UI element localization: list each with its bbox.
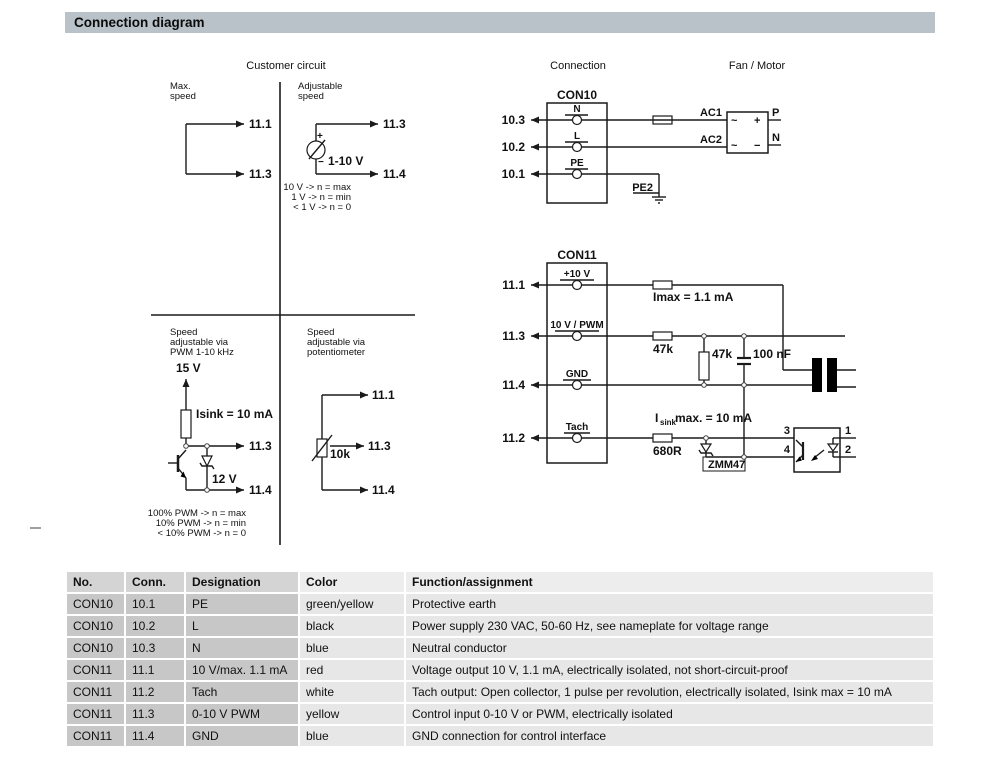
cell-conn: 10.2 <box>126 616 184 636</box>
tilde-bottom: ~ <box>731 140 738 152</box>
customer-circuit-section <box>148 60 415 545</box>
pin-label: 10.2 <box>501 140 525 154</box>
plus-sign: + <box>754 115 761 127</box>
transistor-collector <box>178 450 186 459</box>
cell-color: red <box>300 660 404 680</box>
isink-label-sub: sink <box>660 418 677 427</box>
cell-no: CON11 <box>67 726 124 746</box>
header-color: Color <box>300 572 404 592</box>
junction-dot <box>205 488 210 493</box>
cell-no: CON11 <box>67 704 124 724</box>
pin-label: 11.3 <box>249 167 272 181</box>
table-row <box>67 682 933 702</box>
cell-function: Neutral conductor <box>406 638 933 658</box>
cell-conn: 11.4 <box>126 726 184 746</box>
opto-pin4-label: 4 <box>783 444 790 456</box>
pwm-label-1: Speed <box>170 327 198 338</box>
cell-color: blue <box>300 638 404 658</box>
cell-color: white <box>300 682 404 702</box>
junction-dot <box>184 444 189 449</box>
cell-function: Control input 0-10 V or PWM, electrically isolated <box>406 704 933 724</box>
zener-part-label: ZMM47 <box>708 459 746 471</box>
cell-conn: 11.2 <box>126 682 184 702</box>
junction-dot <box>702 334 707 339</box>
terminal-circle <box>573 116 582 125</box>
minus-sign: − <box>318 157 324 168</box>
connection-heading: Connection <box>550 60 606 72</box>
potentiometer-circuit <box>307 327 395 497</box>
terminal-circle <box>573 434 582 443</box>
fan-motor-heading: Fan / Motor <box>728 60 786 72</box>
pin-label: 11.4 <box>383 167 406 181</box>
cell-designation: N <box>186 638 298 658</box>
pin-label: 11.3 <box>383 117 406 131</box>
cell-conn: 10.3 <box>126 638 184 658</box>
isink-label-i: I <box>655 411 659 425</box>
terminal-circle <box>573 381 582 390</box>
header-function: Function/assignment <box>406 572 933 592</box>
pin-label: 11.4 <box>372 483 395 497</box>
shunt-resistor-label: 47k <box>712 347 733 361</box>
resistor-symbol <box>181 410 191 438</box>
terminal-circle <box>573 143 582 152</box>
max-speed-label-1: Max. <box>170 81 191 92</box>
terminal-name: Tach <box>565 422 589 433</box>
table-row <box>67 660 933 680</box>
connection-section <box>502 60 856 472</box>
cell-color: black <box>300 616 404 636</box>
fan-motor-block <box>727 60 785 153</box>
resistor-symbol <box>699 352 709 380</box>
adjustable-speed-circuit <box>283 81 406 213</box>
cell-designation: L <box>186 616 298 636</box>
cell-no: CON11 <box>67 660 124 680</box>
cell-function: Power supply 230 VAC, 50-60 Hz, see nameplate for voltage range <box>406 616 933 636</box>
pwm-circuit <box>148 327 274 539</box>
cell-function: Voltage output 10 V, 1.1 mA, electrically isolated, not short-circuit-proof <box>406 660 933 680</box>
cell-designation: Tach <box>186 682 298 702</box>
opto-pin3-label: 3 <box>783 425 790 437</box>
zener-voltage-label: 12 V <box>212 472 237 486</box>
cell-designation: GND <box>186 726 298 746</box>
terminal-name: N <box>573 104 581 115</box>
cell-color: green/yellow <box>300 594 404 614</box>
resistor-symbol <box>653 434 672 442</box>
opto-pin2-label: 2 <box>845 444 852 456</box>
tach-resistor-label: 680R <box>653 444 682 458</box>
pin-label: 11.3 <box>502 329 525 343</box>
terminal-name: L <box>573 131 581 142</box>
opto-pin1-label: 1 <box>845 425 852 437</box>
note-line: < 10% PWM -> n = 0 <box>157 528 246 539</box>
cell-color: yellow <box>300 704 404 724</box>
zener-diode-symbol <box>701 444 711 452</box>
potentiometer-value-label: 10k <box>330 447 351 461</box>
junction-dot <box>742 383 747 388</box>
resistor-symbol <box>653 332 672 340</box>
junction-dot <box>702 383 707 388</box>
junction-dot <box>742 334 747 339</box>
junction-dot <box>205 444 210 449</box>
pot-label-3: potentiometer <box>307 347 366 358</box>
plus-sign: + <box>317 131 323 142</box>
header-conn: Conn. <box>126 572 184 592</box>
con10-name: CON10 <box>556 88 598 102</box>
pin-p-label: P <box>772 107 780 119</box>
con11-block <box>502 248 856 472</box>
terminal-name: 10 V / PWM <box>550 320 604 331</box>
max-speed-circuit <box>170 81 272 181</box>
pin-label: 10.3 <box>501 113 525 127</box>
note-line: 1 V -> n = min <box>291 192 351 203</box>
pin-label: 11.1 <box>249 117 272 131</box>
customer-circuit-heading: Customer circuit <box>246 60 326 72</box>
terminal-circle <box>573 170 582 179</box>
connection-table <box>65 570 935 748</box>
pot-label-1: Speed <box>307 327 335 338</box>
con11-name: CON11 <box>557 248 597 262</box>
optocoupler <box>784 425 856 472</box>
isink-resistor-label: Isink = 10 mA <box>196 407 274 421</box>
cell-conn: 11.3 <box>126 704 184 724</box>
supply-label: 15 V <box>176 361 201 375</box>
imax-label: Imax = 1.1 mA <box>653 290 734 304</box>
max-speed-label-2: speed <box>170 91 196 102</box>
ac1-label: AC1 <box>699 107 722 119</box>
table-row <box>67 726 933 746</box>
earth-ground-symbol <box>652 197 666 203</box>
junction-dot <box>704 436 709 441</box>
transformer-bar <box>827 358 837 392</box>
table-row <box>67 594 933 614</box>
cell-no: CON10 <box>67 594 124 614</box>
terminal-name: +10 V <box>563 269 591 280</box>
cell-color: blue <box>300 726 404 746</box>
table-row <box>67 638 933 658</box>
transformer-symbol <box>783 358 856 392</box>
page-title: Connection diagram <box>74 15 205 30</box>
cell-no: CON11 <box>67 682 124 702</box>
note-line: 100% PWM -> n = max <box>147 508 246 519</box>
cell-no: CON10 <box>67 638 124 658</box>
source-range-label: 1-10 V <box>328 154 364 168</box>
table-row <box>67 616 933 636</box>
cell-conn: 10.1 <box>126 594 184 614</box>
terminal-name: PE <box>570 158 584 169</box>
terminal-circle <box>573 281 582 290</box>
pwm-label-2: adjustable via <box>170 337 229 348</box>
pin-label: 11.1 <box>372 388 395 402</box>
ac2-label: AC2 <box>699 134 722 146</box>
cell-designation: 0-10 V PWM <box>186 704 298 724</box>
isink-label-rest: max. = 10 mA <box>675 411 753 425</box>
pin-label: 11.4 <box>502 378 525 392</box>
pot-label-2: adjustable via <box>307 337 366 348</box>
transformer-bar <box>812 358 822 392</box>
pin-label: 11.3 <box>249 439 272 453</box>
adjustable-speed-label-1: Adjustable <box>298 81 343 92</box>
led-symbol <box>828 444 838 451</box>
capacitor-label: 100 nF <box>753 347 792 361</box>
pin-label: 11.2 <box>502 431 525 445</box>
cell-function: GND connection for control interface <box>406 726 933 746</box>
header-no: No. <box>67 572 124 592</box>
pin-n-label: N <box>772 132 780 144</box>
adjustable-speed-label-2: speed <box>298 91 324 102</box>
cell-designation: 10 V/max. 1.1 mA <box>186 660 298 680</box>
pin-label: 10.1 <box>501 167 525 181</box>
pin-label: 11.3 <box>368 439 391 453</box>
terminal-circle <box>573 332 582 341</box>
pin-label: 11.1 <box>502 278 525 292</box>
con10-block <box>502 88 727 203</box>
cell-no: CON10 <box>67 616 124 636</box>
cell-designation: PE <box>186 594 298 614</box>
table-header-row <box>67 572 933 592</box>
note-line: < 1 V -> n = 0 <box>293 202 351 213</box>
table-row <box>67 704 933 724</box>
junction-dot <box>742 455 747 460</box>
resistor-symbol <box>653 281 672 289</box>
note-line: 10 V -> n = max <box>283 182 351 193</box>
minus-sign: − <box>754 140 761 152</box>
cell-function: Tach output: Open collector, 1 pulse per revolution, electrically isolated, Isink max = 10 mA <box>406 682 933 702</box>
pwm-label-3: PWM 1-10 kHz <box>170 347 234 358</box>
terminal-name: GND <box>565 369 589 380</box>
cell-function: Protective earth <box>406 594 933 614</box>
series-resistor-label: 47k <box>653 342 674 356</box>
cell-conn: 11.1 <box>126 660 184 680</box>
pin-label: 11.4 <box>249 483 272 497</box>
note-line: 10% PWM -> n = min <box>155 518 246 529</box>
pe2-label: PE2 <box>632 182 653 194</box>
header-designation: Designation <box>186 572 298 592</box>
tilde-top: ~ <box>731 115 738 127</box>
zener-diode-symbol <box>202 456 212 466</box>
